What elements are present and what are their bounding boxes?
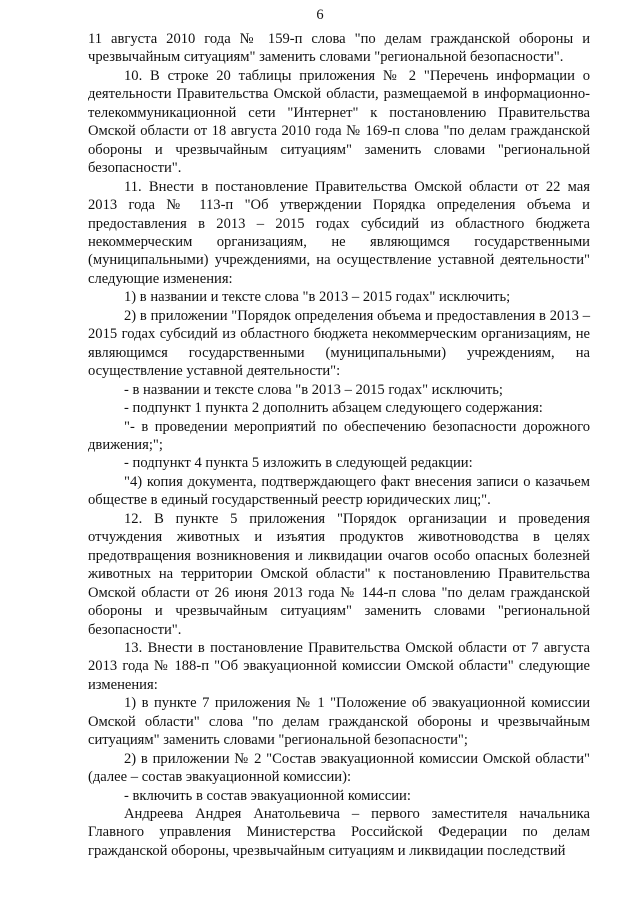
paragraph-subitem-1: 1) в названии и тексте слова "в 2013 – 2015 годах" исключить; [124,289,511,306]
paragraph-dash-item: - включить в состав эвакуационной комиссии: [124,787,411,804]
paragraph-dash-item: - подпункт 4 пункта 5 изложить в следующей редакции: [124,455,473,472]
paragraph-item-13: 13. Внести в постановление Правительства Омской области от 7 августа 2013 года № 188-п "Об эвакуационной комиссии Омской области" следующие изменения: [88,639,590,693]
paragraph-quoted-text: "- в проведении мероприятий по обеспечению безопасности дорожного движения;"; [88,418,590,453]
paragraph-item-12: 12. В пункте 5 приложения "Порядок организации и проведения отчуждения животных и изъятия продуктов животноводства в целях предотвращения возникновения и ликвидации очагов особо опасных болезней животных на территории Омской области" к постановлению Правительства Омской области от 26 июня 2013 года № 144-п слова "по делам гражданской обороны и чрезвычайным ситуациям" заменить словами "региональной безопасности". [88,510,590,638]
paragraph-item-10: 10. В строке 20 таблицы приложения № 2 "Перечень информации о деятельности Правительства Омской области, размещаемой в информационно-телекоммуникационной сети "Интернет" к постановлению Правительства Омской области от 18 августа 2010 года № 169-п слова "по делам гражданской обороны и чрезвычайным ситуациям" заменить словами "региональной безопасности". [88,67,590,177]
document-body [88,30,590,860]
paragraph-dash-item: - в названии и тексте слова "в 2013 – 2015 годах" исключить; [124,381,503,398]
paragraph-continuation: 11 августа 2010 года № 159-п слова "по делам гражданской обороны и чрезвычайным ситуациям" заменить словами "региональной безопасности". [88,31,590,66]
paragraph-subitem-1: 1) в пункте 7 приложения № 1 "Положение об эвакуационной комиссии Омской области" слова "по делам гражданской обороны и чрезвычайным ситуациям" заменить словами "региональной безопасности"; [88,695,590,749]
paragraph-item-11: 11. Внести в постановление Правительства Омской области от 22 мая 2013 года № 113-п "Об утверждении Порядка определения объема и предоставления в 2013 – 2015 годах субсидий из областного бюджета некоммерческим организациям, не являющимся государственными (муниципальными) учреждениями, на осуществление уставной деятельности" следующие изменения: [88,178,590,287]
paragraph-subitem-2: 2) в приложении № 2 "Состав эвакуационной комиссии Омской области" (далее – состав эвакуационной комиссии): [88,750,590,786]
paragraph-quoted-text: "4) копия документа, подтверждающего факт внесения записи о казачьем обществе в единый государственный реестр юридических лиц;". [88,473,590,509]
paragraph-subitem-2: 2) в приложении "Порядок определения объема и предоставления в 2013 – 2015 годах субсидий из областного бюджета некоммерческим организациям, не являющимся государственными (муниципальными) учреждениям, на осуществление уставной деятельности": [88,307,590,380]
paragraph-person-entry: Андреева Андрея Анатольевича – первого заместителя начальника Главного управления Министерства Российской Федерации по делам гражданской обороны, чрезвычайным ситуациям и ликвидации последствий [88,806,590,859]
paragraph-dash-item: - подпункт 1 пункта 2 дополнить абзацем следующего содержания: [124,400,543,417]
page-number: 6 [316,7,324,23]
